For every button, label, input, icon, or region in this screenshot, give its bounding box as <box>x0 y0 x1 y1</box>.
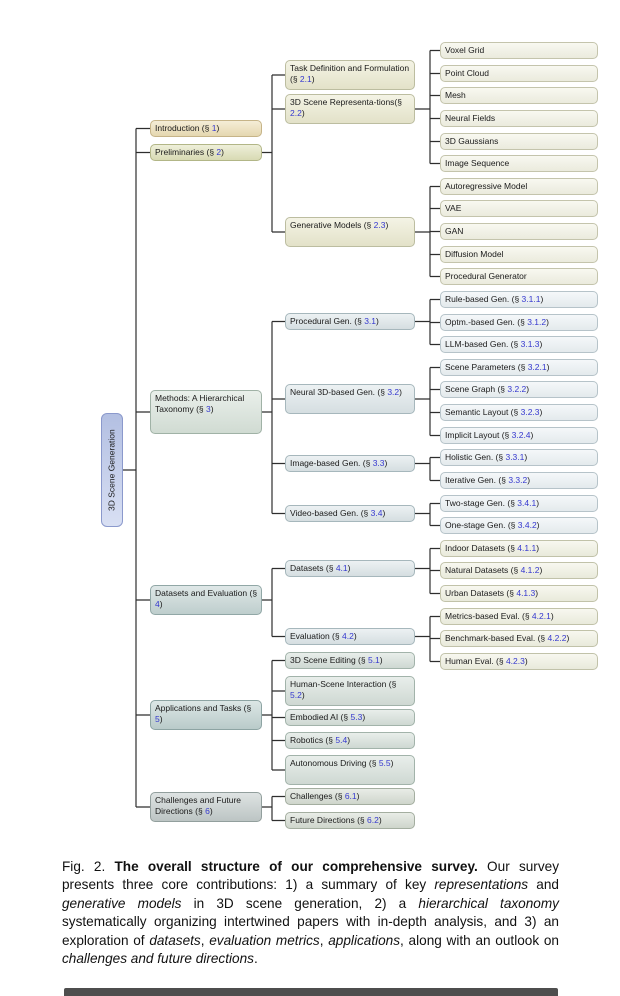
leaf-label: ) <box>536 543 540 553</box>
leaf-label: Metrics-based Eval. (§ <box>445 611 532 621</box>
caption-italic: hierarchical taxonomy <box>418 895 559 911</box>
leaf-semantic-layout <box>440 404 598 421</box>
leaf-indoor-datasets <box>440 540 598 557</box>
node-applications-tasks <box>150 700 262 730</box>
leaf-label: ) <box>566 633 570 643</box>
section-link[interactable]: 4.2.3 <box>505 656 525 666</box>
root-label: 3D Scene Generation <box>106 429 117 511</box>
section-link[interactable]: 3.2 <box>387 387 400 397</box>
leaf-label: Iterative Gen. (§ <box>445 475 509 485</box>
leaf-image-sequence <box>440 155 598 172</box>
leaf-label: ) <box>539 407 543 417</box>
leaf-label: Indoor Datasets (§ <box>445 543 518 553</box>
leaf-label: Benchmark-based Eval. (§ <box>445 633 548 643</box>
leaf-label: One-stage Gen. (§ <box>445 520 518 530</box>
section-link[interactable]: 1 <box>211 123 217 133</box>
section-link[interactable]: 3.1.2 <box>527 317 547 327</box>
node-label: ) <box>221 147 224 157</box>
leaf-one-stage-gen <box>440 517 598 534</box>
leaf-benchmark-based-eval <box>440 630 598 647</box>
branch-image-based-gen <box>415 458 440 481</box>
node-label: Methods: A Hierarchical Taxonomy (§ <box>155 393 245 414</box>
section-link[interactable]: 5.3 <box>350 712 363 722</box>
section-link[interactable]: 3.3.2 <box>508 475 528 485</box>
branch-procedural-gen <box>415 300 440 345</box>
caption-italic: evaluation metrics <box>209 932 320 948</box>
section-link[interactable]: 3 <box>206 403 211 414</box>
node-label: ) <box>353 631 357 641</box>
section-link[interactable]: 3.3.1 <box>505 452 525 462</box>
caption-italic: challenges and future directions <box>62 951 254 967</box>
leaf-point-cloud <box>440 65 598 82</box>
node-label: ) <box>159 713 163 724</box>
section-link[interactable]: 4.2 <box>341 631 354 641</box>
section-link[interactable]: 2.2 <box>290 107 302 118</box>
node-robotics <box>285 732 415 749</box>
leaf-vae <box>440 200 598 217</box>
leaf-diffusion-model <box>440 246 598 263</box>
leaf-autoregressive-model <box>440 178 598 195</box>
leaf-label: Optm.-based Gen. (§ <box>445 317 528 327</box>
node-label: 3D Scene Editing (§ <box>290 655 368 665</box>
caption-text: systematically organizing intertwined papers with in-depth analysis, and 3) an exploration of <box>62 914 559 948</box>
section-link[interactable]: 2.3 <box>373 220 386 230</box>
node-future-directions <box>285 812 415 829</box>
node-label: ) <box>347 735 351 745</box>
caption-text: , <box>200 932 210 948</box>
next-element-edge <box>64 988 558 996</box>
node-label: Video-based Gen. (§ <box>290 508 371 518</box>
leaf-llm-based-gen <box>440 336 598 353</box>
section-link[interactable]: 5.4 <box>335 735 348 745</box>
leaf-label: Mesh <box>445 90 466 100</box>
branch-datasets <box>415 549 440 594</box>
leaf-mesh <box>440 87 598 104</box>
node-label: ) <box>356 791 360 801</box>
caption-text: in 3D scene generation, 2) a <box>181 895 419 911</box>
leaf-label: ) <box>524 656 528 666</box>
leaf-label: ) <box>539 339 543 349</box>
leaf-label: ) <box>550 611 554 621</box>
leaf-label: Scene Graph (§ <box>445 384 508 394</box>
node-label: Neural 3D-based Gen. (§ <box>290 387 388 397</box>
node-label: ) <box>362 712 366 722</box>
leaf-label: ) <box>540 294 544 304</box>
branch-methods <box>262 322 285 514</box>
node-label: Datasets (§ <box>290 563 336 573</box>
leaf-label: Semantic Layout (§ <box>445 407 521 417</box>
node-challenges <box>285 788 415 805</box>
section-link[interactable]: 5.2 <box>290 689 302 700</box>
node-label: ) <box>382 508 386 518</box>
node-label: ) <box>159 598 163 609</box>
caption-italic: generative models <box>62 895 182 911</box>
node-label: ) <box>378 815 382 825</box>
leaf-rule-based-gen <box>440 291 598 308</box>
leaf-label: Natural Datasets (§ <box>445 565 521 575</box>
leaf-label: ) <box>546 362 550 372</box>
leaf-urban-datasets <box>440 585 598 602</box>
branch-generative-models <box>415 187 440 277</box>
node-label: ) <box>347 563 351 573</box>
caption-text: , along with an outlook on <box>400 932 559 948</box>
trunk-root <box>123 129 150 808</box>
section-link[interactable]: 4 <box>155 598 160 609</box>
leaf-label: Neural Fields <box>445 113 496 123</box>
node-datasets-evaluation <box>150 585 262 615</box>
node-label: Applications and Tasks (§ <box>155 703 252 713</box>
node-image-based-gen <box>285 455 415 472</box>
node-label: Procedural Gen. (§ <box>290 316 365 326</box>
section-link[interactable]: 4.2.2 <box>547 633 567 643</box>
node-label: Preliminaries (§ <box>155 147 217 157</box>
section-link[interactable]: 4.1 <box>335 563 348 573</box>
node-label: Generative Models (§ <box>290 220 374 230</box>
leaf-label: Voxel Grid <box>445 45 485 55</box>
leaf-label: Holistic Gen. (§ <box>445 452 506 462</box>
leaf-label: LLM-based Gen. (§ <box>445 339 521 349</box>
leaf-label: ) <box>536 498 540 508</box>
leaf-implicit-layout <box>440 427 598 444</box>
leaf-label: Scene Parameters (§ <box>445 362 528 372</box>
section-link[interactable]: 6.2 <box>367 815 379 825</box>
section-link[interactable]: 3.4.1 <box>517 498 537 508</box>
section-link[interactable]: 3.2.4 <box>511 430 531 440</box>
leaf-label: Rule-based Gen. (§ <box>445 294 522 304</box>
node-label: Autonomous Driving (§ <box>290 758 379 768</box>
leaf-label: Autoregressive Model <box>445 181 528 191</box>
caption-bold-title: The overall structure of our comprehensive survey. <box>114 859 478 874</box>
node-datasets <box>285 560 415 577</box>
leaf-label: Human Eval. (§ <box>445 656 506 666</box>
node-label: ) <box>379 655 383 665</box>
section-link[interactable]: 2 <box>216 147 222 157</box>
leaf-label: ) <box>546 317 549 327</box>
node-label: Evaluation (§ <box>290 631 342 641</box>
section-link[interactable]: 3.1 <box>364 316 377 326</box>
node-root-3d-scene-generation <box>101 413 123 527</box>
branch-applications <box>262 661 285 771</box>
node-label: Datasets and Evaluation (§ <box>155 588 258 598</box>
section-link[interactable]: 6.1 <box>344 791 357 801</box>
node-label: ) <box>376 316 379 326</box>
node-label: ) <box>209 805 213 816</box>
section-link[interactable]: 3.4 <box>370 508 383 518</box>
node-preliminaries <box>150 144 262 161</box>
leaf-natural-datasets <box>440 562 598 579</box>
node-video-based-gen <box>285 505 415 522</box>
branch-scene-representations <box>415 51 440 164</box>
node-label: Robotics (§ <box>290 735 336 745</box>
leaf-metrics-based-eval <box>440 608 598 625</box>
node-label: Challenges and Future Directions (§ <box>155 795 242 816</box>
figure-caption <box>62 858 559 969</box>
caption-italic: applications <box>328 932 401 948</box>
branch-challenges <box>262 797 285 821</box>
leaf-label: ) <box>530 430 534 440</box>
node-label: ) <box>210 403 214 414</box>
section-link[interactable]: 3.4.2 <box>517 520 537 530</box>
section-link[interactable]: 3.1.3 <box>520 339 540 349</box>
node-label: Challenges (§ <box>290 791 345 801</box>
leaf-voxel-grid <box>440 42 598 59</box>
leaf-label: Point Cloud <box>445 68 489 78</box>
node-embodied-ai <box>285 709 415 726</box>
leaf-human-eval <box>440 653 598 670</box>
node-human-scene-interaction <box>285 676 415 706</box>
leaf-procedural-generator <box>440 268 598 285</box>
caption-text: Fig. 2. <box>62 859 115 874</box>
node-label: ) <box>216 123 220 133</box>
leaf-label: Urban Datasets (§ <box>445 588 517 598</box>
node-evaluation <box>285 628 415 645</box>
leaf-label: 3D Gaussians <box>445 136 499 146</box>
caption-italic: representations <box>434 877 529 893</box>
leaf-label: ) <box>536 520 540 530</box>
section-link[interactable]: 3.2.3 <box>520 407 540 417</box>
section-link[interactable]: 4.1.3 <box>516 588 536 598</box>
section-link[interactable]: 4.1.2 <box>520 565 540 575</box>
leaf-label: Diffusion Model <box>445 249 504 259</box>
section-link[interactable]: 5.1 <box>367 655 380 665</box>
leaf-label: GAN <box>445 226 464 236</box>
leaf-two-stage-gen <box>440 495 598 512</box>
section-link[interactable]: 4.2.1 <box>531 611 551 621</box>
node-label: Embodied AI (§ <box>290 712 351 722</box>
leaf-optm-based-gen <box>440 314 598 331</box>
section-link[interactable]: 6 <box>205 805 210 816</box>
node-label: ) <box>385 220 389 230</box>
leaf-holistic-gen <box>440 449 598 466</box>
node-neural-3d-gen <box>285 384 415 414</box>
leaf-label: VAE <box>445 203 462 213</box>
section-link[interactable]: 3.3 <box>372 458 385 468</box>
section-link[interactable]: 3.2.2 <box>507 384 527 394</box>
leaf-label: Image Sequence <box>445 158 510 168</box>
node-label: 3D Scene Representa-tions(§ <box>290 97 402 107</box>
caption-text: and <box>528 877 559 893</box>
leaf-3d-gaussians <box>440 133 598 150</box>
node-label: ) <box>301 689 305 700</box>
node-scene-editing <box>285 652 415 669</box>
branch-preliminaries <box>262 75 285 232</box>
node-label: ) <box>399 387 402 397</box>
node-label: Future Directions (§ <box>290 815 367 825</box>
node-introduction <box>150 120 262 137</box>
node-task-definition <box>285 60 415 90</box>
leaf-label: ) <box>539 565 543 575</box>
node-label: ) <box>384 458 388 468</box>
caption-text: , <box>319 932 329 948</box>
node-scene-representations <box>285 94 415 124</box>
node-methods <box>150 390 262 434</box>
node-label: Introduction (§ <box>155 123 212 133</box>
leaf-label: Implicit Layout (§ <box>445 430 512 440</box>
branch-neural-3d-gen <box>415 368 440 436</box>
leaf-scene-graph <box>440 381 598 398</box>
section-link[interactable]: 4.1.1 <box>517 543 537 553</box>
leaf-label: ) <box>524 452 528 462</box>
leaf-label: ) <box>527 475 531 485</box>
node-label: ) <box>301 107 305 118</box>
leaf-label: ) <box>535 588 539 598</box>
leaf-scene-parameters <box>440 359 598 376</box>
node-label: ) <box>390 758 394 768</box>
branch-evaluation <box>415 617 440 662</box>
section-link[interactable]: 2.1 <box>299 73 312 84</box>
leaf-neural-fields <box>440 110 598 127</box>
branch-video-based-gen <box>415 504 440 526</box>
section-link[interactable]: 5.5 <box>378 758 391 768</box>
leaf-gan <box>440 223 598 240</box>
node-challenges-future-directions <box>150 792 262 822</box>
leaf-label: ) <box>526 384 530 394</box>
leaf-label: Procedural Generator <box>445 271 527 281</box>
caption-text: . <box>253 951 258 967</box>
caption-text: Our survey presents three core contributions: 1) a summary of key <box>62 859 559 893</box>
caption-italic: datasets <box>149 932 201 948</box>
leaf-iterative-gen <box>440 472 598 489</box>
section-link[interactable]: 3.1.1 <box>521 294 541 304</box>
section-link[interactable]: 3.2.1 <box>527 362 547 372</box>
node-autonomous-driving <box>285 755 415 785</box>
node-procedural-gen <box>285 313 415 330</box>
section-link[interactable]: 5 <box>155 713 160 724</box>
node-label: ) <box>311 73 315 84</box>
node-label: Human-Scene Interaction (§ <box>290 679 397 689</box>
branch-datasets-evaluation <box>262 569 285 637</box>
node-label: Image-based Gen. (§ <box>290 458 373 468</box>
node-generative-models <box>285 217 415 247</box>
node-label: Task Definition and Formulation (§ <box>290 63 410 84</box>
leaf-label: Two-stage Gen. (§ <box>445 498 518 508</box>
